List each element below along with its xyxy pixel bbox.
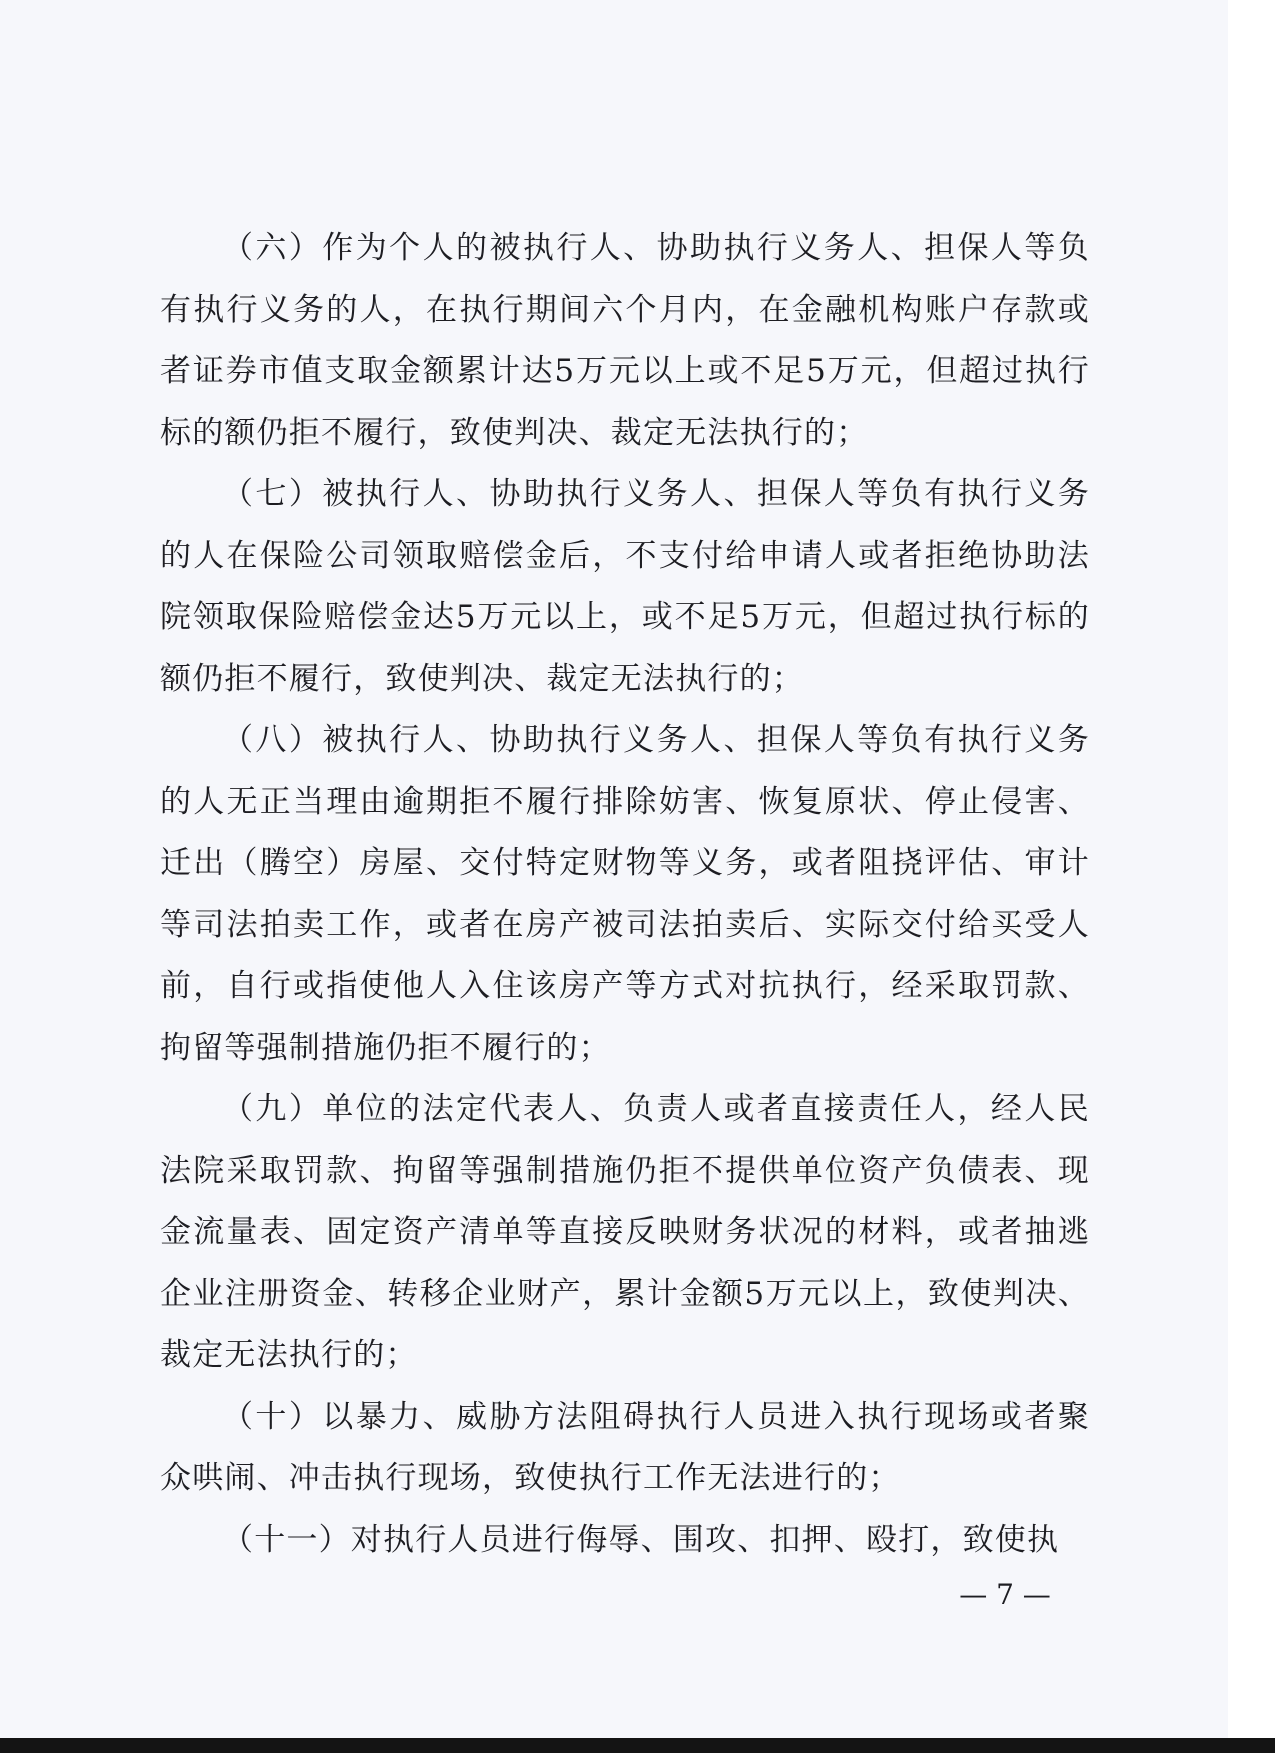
- document-body: [160, 218, 1090, 1571]
- paragraph-item-11: （十一）对执行人员进行侮辱、围攻、扣押、殴打，致使执: [222, 1521, 1060, 1558]
- paragraph-item-6: （六）作为个人的被执行人、协助执行义务人、担保人等负有执行义务的人，在执行期间六个月内，在金融机构账户存款或者证券市值支取金额累计达5万元以上或不足5万元，但超过执行标的额仍拒不履行，致使判决、裁定无法执行的；: [160, 230, 1090, 451]
- paragraph-item-7: （七）被执行人、协助执行义务人、担保人等负有执行义务的人在保险公司领取赔偿金后，不支付给申请人或者拒绝协助法院领取保险赔偿金达5万元以上，或不足5万元，但超过执行标的额仍拒不履行，致使判决、裁定无法执行的；: [160, 476, 1090, 697]
- paragraph-item-8: （八）被执行人、协助执行义务人、担保人等负有执行义务的人无正当理由逾期拒不履行排除妨害、恢复原状、停止侵害、迁出（腾空）房屋、交付特定财物等义务，或者阻挠评估、审计等司法拍卖工作，或者在房产被司法拍卖后、实际交付给买受人前，自行或指使他人入住该房产等方式对抗执行，经采取罚款、拘留等强制措施仍拒不履行的；: [160, 722, 1090, 1066]
- scan-margin-right: [1228, 0, 1275, 1738]
- paragraph-item-10: （十）以暴力、威胁方法阻碍执行人员进入执行现场或者聚众哄闹、冲击执行现场，致使执行工作无法进行的；: [160, 1398, 1090, 1496]
- page-number: — 7 —: [959, 1578, 1051, 1611]
- paragraph-item-9: （九）单位的法定代表人、负责人或者直接责任人，经人民法院采取罚款、拘留等强制措施仍拒不提供单位资产负债表、现金流量表、固定资产清单等直接反映财务状况的材料，或者抽逃企业注册资金、转移企业财产，累计金额5万元以上，致使判决、裁定无法执行的；: [160, 1091, 1090, 1373]
- scan-border-bottom: [0, 1738, 1275, 1753]
